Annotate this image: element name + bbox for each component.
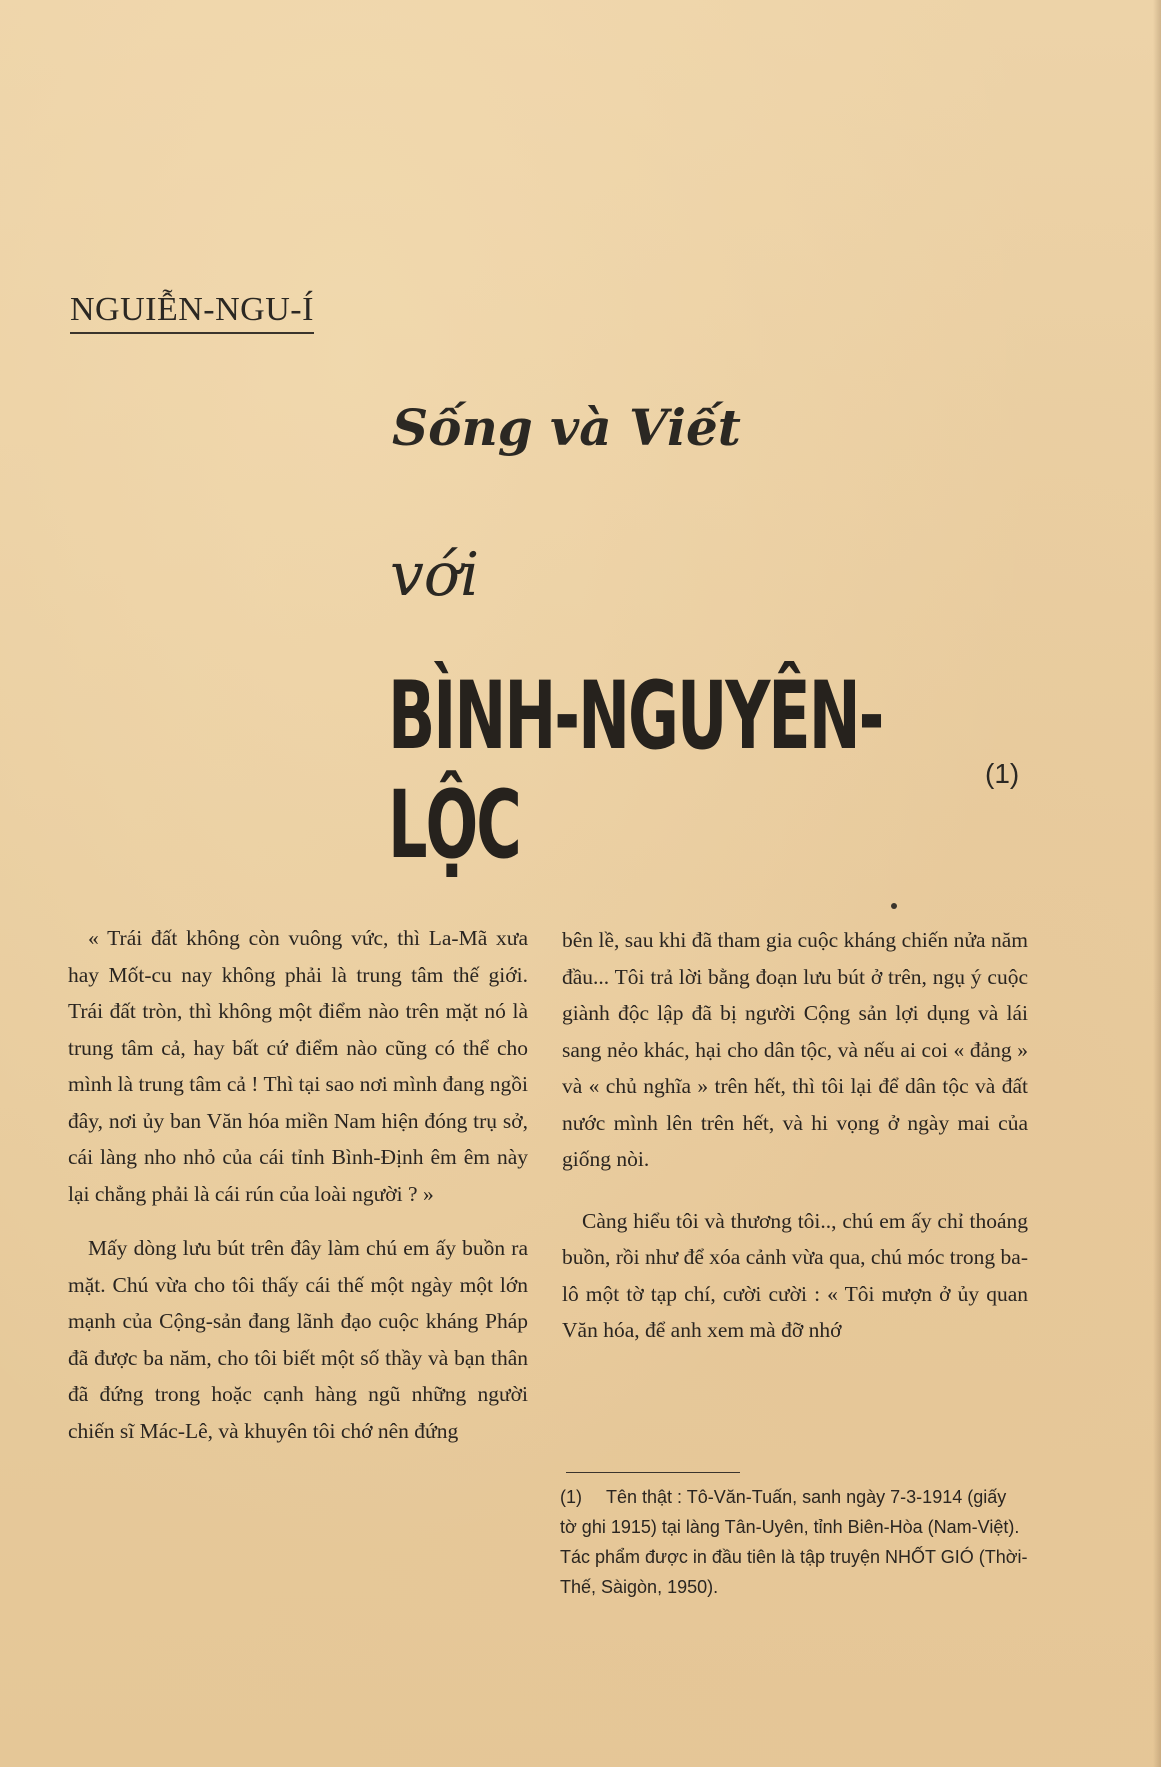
page-edge-shadow [1153,0,1161,1767]
footnote-marker: (1) [560,1487,582,1507]
column-dot-mark [891,903,897,909]
body-column-right [562,922,1028,1349]
paragraph: « Trái đất không còn vuông vức, thì La-Mã xưa hay Mốt-cu nay không phải là trung tâm thế giới. Trái đất tròn, thì không một điểm nào trên mặt nó là trung tâm cả, hay bất cứ điểm nào cũng có thể cho mình là trung tâm cả ! Thì tại sao nơi mình đang ngồi đây, nơi ủy ban Văn hóa miền Nam hiện đóng trụ sở, cái làng nho nhỏ của cái tỉnh Bình-Định êm êm này lại chẳng phải là cái rún của loài người ? » [68,926,529,1206]
paragraph: Càng hiểu tôi và thương tôi.., chú em ấy chỉ thoáng buồn, rồi như để xóa cảnh vừa qua, chú móc trong ba-lô một tờ tạp chí, cười cười : « Tôi mượn ở ủy quan Văn hóa, để anh xem mà đỡ nhớ [562,1208,1028,1342]
footnote-text: Tên thật : Tô-Văn-Tuấn, sanh ngày 7-3-1914 (giấy tờ ghi 1915) tại làng Tân-Uyên, tỉnh Biên-Hòa (Nam-Việt). Tác phẩm được in đầu tiên là tập truyện NHỐT GIÓ (Thời-Thế, Sàigòn, 1950). [560,1487,1028,1597]
footnote-divider [566,1472,740,1473]
title-line-2: với [390,540,480,610]
body-column-left [68,920,528,1449]
footnote [560,1482,1028,1602]
paragraph: bên lề, sau khi đã tham gia cuộc kháng chiến nửa năm đầu... Tôi trả lời bằng đoạn lưu bút ở trên, ngụ ý cuộc giành độc lập đã bị người Cộng sản lợi dụng và lái sang nẻo khác, hại cho dân tộc, và nếu ai coi « đảng » và « chủ nghĩa » trên hết, thì tôi lại để dân tộc và đất nước mình lên trên hết, và hi vọng ở ngày mai của giống nòi. [562,928,1028,1171]
title-subject-name: BÌNH-NGUYÊN-LỘC [388,662,883,880]
paragraph: Mấy dòng lưu bút trên đây làm chú em ấy buồn ra mặt. Chú vừa cho tôi thấy cái thế một ngày một lớn mạnh của Cộng-sản đang lãnh đạo cuộc kháng Pháp đã được ba năm, cho tôi biết một số thầy và bạn thân đã đứng trong hoặc cạnh hàng ngũ những người chiến sĩ Mác-Lê, và khuyên tôi chớ nên đứng [68,1236,528,1443]
title-footnote-ref: (1) [985,758,1020,789]
author-name: NGUIỄN-NGU-Í [70,291,314,334]
title-line-1: Sống và Viết [392,398,741,457]
